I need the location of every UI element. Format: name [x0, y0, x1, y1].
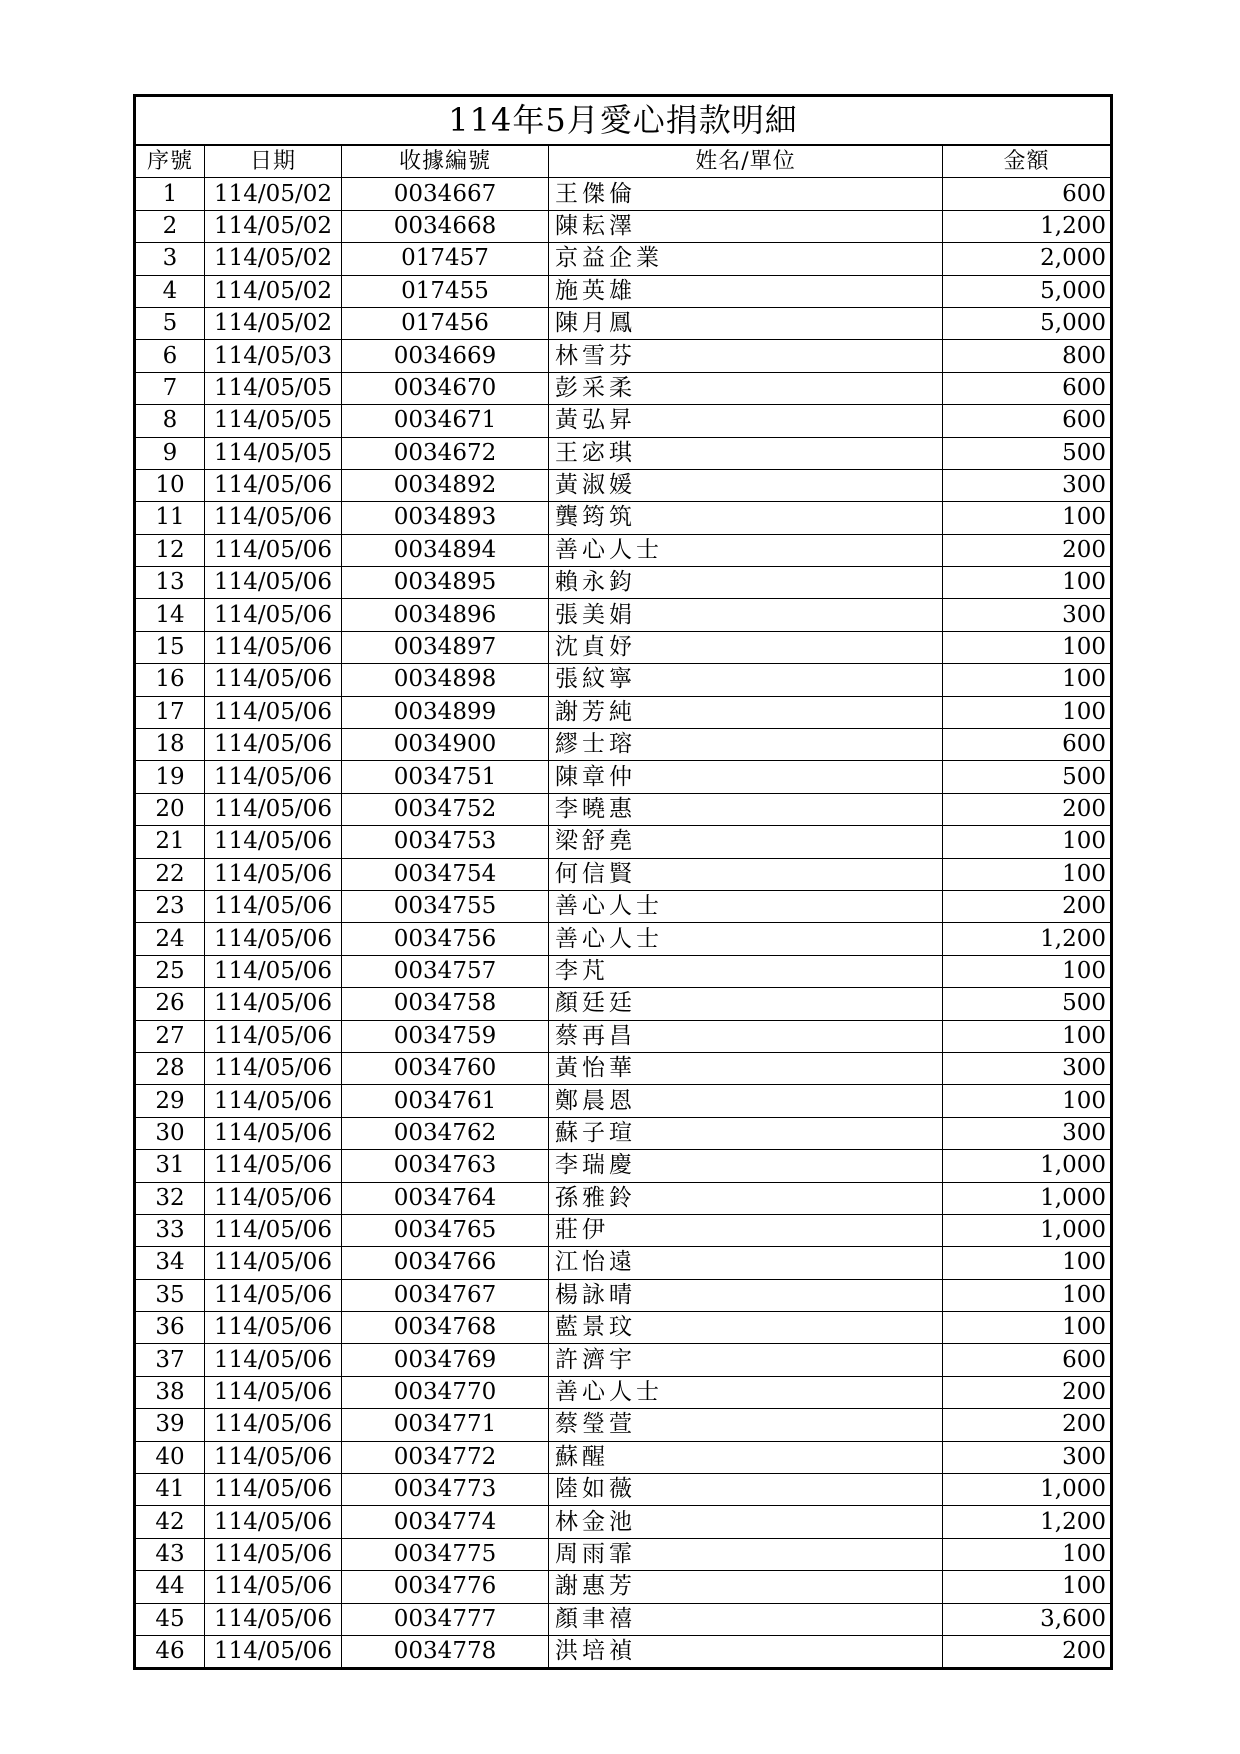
- row-donor-name: 陳耘澤: [549, 210, 943, 242]
- row-amount: 200: [943, 1376, 1112, 1408]
- table-row: [135, 1409, 1112, 1441]
- row-receipt-number: 0034764: [342, 1182, 549, 1214]
- table-row: [135, 1247, 1112, 1279]
- row-donor-name: 王傑倫: [549, 178, 943, 210]
- row-amount: 200: [943, 793, 1112, 825]
- row-date: 114/05/06: [205, 696, 342, 728]
- row-donor-name: 賴永鈞: [549, 567, 943, 599]
- row-seq: 23: [135, 890, 205, 922]
- row-seq: 12: [135, 534, 205, 566]
- row-receipt-number: 0034671: [342, 405, 549, 437]
- row-amount: 300: [943, 469, 1112, 501]
- table-row: [135, 890, 1112, 922]
- row-receipt-number: 0034760: [342, 1052, 549, 1084]
- row-seq: 37: [135, 1344, 205, 1376]
- row-amount: 100: [943, 1020, 1112, 1052]
- row-seq: 11: [135, 502, 205, 534]
- row-date: 114/05/06: [205, 1344, 342, 1376]
- table-row: [135, 437, 1112, 469]
- row-seq: 45: [135, 1603, 205, 1635]
- row-seq: 41: [135, 1474, 205, 1506]
- row-seq: 21: [135, 826, 205, 858]
- row-amount: 1,000: [943, 1182, 1112, 1214]
- row-donor-name: 善心人士: [549, 890, 943, 922]
- row-date: 114/05/06: [205, 1279, 342, 1311]
- row-receipt-number: 0034766: [342, 1247, 549, 1279]
- column-header-seq: 序號: [135, 145, 205, 178]
- row-receipt-number: 0034762: [342, 1117, 549, 1149]
- table-row: [135, 664, 1112, 696]
- row-date: 114/05/06: [205, 1020, 342, 1052]
- row-receipt-number: 0034755: [342, 890, 549, 922]
- row-donor-name: 李瑞慶: [549, 1150, 943, 1182]
- row-donor-name: 張紋寧: [549, 664, 943, 696]
- table-row: [135, 1376, 1112, 1408]
- row-seq: 24: [135, 923, 205, 955]
- row-donor-name: 張美娟: [549, 599, 943, 631]
- row-amount: 100: [943, 567, 1112, 599]
- row-receipt-number: 0034672: [342, 437, 549, 469]
- row-amount: 300: [943, 1117, 1112, 1149]
- row-receipt-number: 0034753: [342, 826, 549, 858]
- table-row: [135, 729, 1112, 761]
- row-date: 114/05/06: [205, 1603, 342, 1635]
- row-amount: 1,200: [943, 923, 1112, 955]
- table-row: [135, 631, 1112, 663]
- row-seq: 13: [135, 567, 205, 599]
- row-donor-name: 蘇醒: [549, 1441, 943, 1473]
- table-row: [135, 826, 1112, 858]
- row-receipt-number: 0034754: [342, 858, 549, 890]
- donation-table: [133, 94, 1113, 1670]
- row-donor-name: 莊伊: [549, 1214, 943, 1246]
- table-row: [135, 1506, 1112, 1538]
- row-donor-name: 楊詠晴: [549, 1279, 943, 1311]
- table-row: [135, 955, 1112, 987]
- row-date: 114/05/06: [205, 469, 342, 501]
- column-header-name: 姓名/單位: [549, 145, 943, 178]
- row-receipt-number: 0034768: [342, 1312, 549, 1344]
- row-receipt-number: 0034894: [342, 534, 549, 566]
- row-date: 114/05/06: [205, 729, 342, 761]
- table-row: [135, 243, 1112, 275]
- row-seq: 2: [135, 210, 205, 242]
- row-amount: 1,200: [943, 1506, 1112, 1538]
- row-amount: 600: [943, 1344, 1112, 1376]
- row-donor-name: 善心人士: [549, 923, 943, 955]
- row-donor-name: 林雪芬: [549, 340, 943, 372]
- row-donor-name: 沈貞妤: [549, 631, 943, 663]
- table-row: [135, 988, 1112, 1020]
- row-amount: 100: [943, 1279, 1112, 1311]
- row-seq: 6: [135, 340, 205, 372]
- row-date: 114/05/06: [205, 988, 342, 1020]
- row-receipt-number: 0034776: [342, 1571, 549, 1603]
- row-donor-name: 黃淑媛: [549, 469, 943, 501]
- table-row: [135, 1117, 1112, 1149]
- row-date: 114/05/06: [205, 1150, 342, 1182]
- row-seq: 46: [135, 1635, 205, 1668]
- row-amount: 600: [943, 178, 1112, 210]
- row-seq: 18: [135, 729, 205, 761]
- row-amount: 1,000: [943, 1474, 1112, 1506]
- row-donor-name: 謝芳純: [549, 696, 943, 728]
- row-donor-name: 善心人士: [549, 1376, 943, 1408]
- row-seq: 8: [135, 405, 205, 437]
- row-seq: 20: [135, 793, 205, 825]
- row-date: 114/05/05: [205, 437, 342, 469]
- row-amount: 100: [943, 696, 1112, 728]
- row-date: 114/05/06: [205, 1474, 342, 1506]
- table-row: [135, 275, 1112, 307]
- row-date: 114/05/03: [205, 340, 342, 372]
- row-date: 114/05/02: [205, 178, 342, 210]
- row-donor-name: 蘇子瑄: [549, 1117, 943, 1149]
- row-receipt-number: 017455: [342, 275, 549, 307]
- row-date: 114/05/06: [205, 1571, 342, 1603]
- row-donor-name: 許濟宇: [549, 1344, 943, 1376]
- table-row: [135, 567, 1112, 599]
- row-seq: 32: [135, 1182, 205, 1214]
- row-amount: 300: [943, 1441, 1112, 1473]
- table-row: [135, 1214, 1112, 1246]
- row-date: 114/05/06: [205, 923, 342, 955]
- row-donor-name: 謝惠芳: [549, 1571, 943, 1603]
- row-seq: 36: [135, 1312, 205, 1344]
- row-date: 114/05/06: [205, 631, 342, 663]
- row-amount: 500: [943, 437, 1112, 469]
- row-date: 114/05/06: [205, 826, 342, 858]
- row-amount: 2,000: [943, 243, 1112, 275]
- row-receipt-number: 0034900: [342, 729, 549, 761]
- row-donor-name: 顏聿禧: [549, 1603, 943, 1635]
- row-donor-name: 陸如薇: [549, 1474, 943, 1506]
- table-row: [135, 858, 1112, 890]
- row-seq: 22: [135, 858, 205, 890]
- table-row: [135, 1441, 1112, 1473]
- row-donor-name: 龔筠筑: [549, 502, 943, 534]
- row-receipt-number: 0034898: [342, 664, 549, 696]
- table-row: [135, 372, 1112, 404]
- row-receipt-number: 0034667: [342, 178, 549, 210]
- row-receipt-number: 0034761: [342, 1085, 549, 1117]
- row-donor-name: 周雨霏: [549, 1538, 943, 1570]
- row-seq: 44: [135, 1571, 205, 1603]
- row-amount: 100: [943, 1085, 1112, 1117]
- row-donor-name: 藍景玟: [549, 1312, 943, 1344]
- row-date: 114/05/06: [205, 534, 342, 566]
- row-receipt-number: 0034896: [342, 599, 549, 631]
- row-amount: 100: [943, 1312, 1112, 1344]
- row-amount: 600: [943, 729, 1112, 761]
- row-date: 114/05/06: [205, 1635, 342, 1668]
- row-date: 114/05/06: [205, 567, 342, 599]
- row-seq: 10: [135, 469, 205, 501]
- row-receipt-number: 0034756: [342, 923, 549, 955]
- row-amount: 100: [943, 1571, 1112, 1603]
- row-amount: 600: [943, 372, 1112, 404]
- table-row: [135, 178, 1112, 210]
- row-date: 114/05/02: [205, 210, 342, 242]
- row-donor-name: 梁舒堯: [549, 826, 943, 858]
- row-receipt-number: 0034670: [342, 372, 549, 404]
- row-seq: 38: [135, 1376, 205, 1408]
- row-receipt-number: 0034751: [342, 761, 549, 793]
- row-receipt-number: 0034668: [342, 210, 549, 242]
- row-donor-name: 善心人士: [549, 534, 943, 566]
- row-seq: 9: [135, 437, 205, 469]
- row-amount: 100: [943, 631, 1112, 663]
- row-receipt-number: 0034772: [342, 1441, 549, 1473]
- row-amount: 100: [943, 502, 1112, 534]
- row-amount: 600: [943, 405, 1112, 437]
- row-date: 114/05/06: [205, 858, 342, 890]
- table-row: [135, 696, 1112, 728]
- row-receipt-number: 0034765: [342, 1214, 549, 1246]
- row-date: 114/05/06: [205, 890, 342, 922]
- row-seq: 33: [135, 1214, 205, 1246]
- row-donor-name: 何信賢: [549, 858, 943, 890]
- row-donor-name: 彭采柔: [549, 372, 943, 404]
- row-seq: 3: [135, 243, 205, 275]
- row-amount: 1,000: [943, 1214, 1112, 1246]
- row-donor-name: 陳月鳳: [549, 307, 943, 339]
- table-row: [135, 1182, 1112, 1214]
- row-donor-name: 黃弘昇: [549, 405, 943, 437]
- row-date: 114/05/06: [205, 1538, 342, 1570]
- row-donor-name: 蔡瑩萱: [549, 1409, 943, 1441]
- row-seq: 43: [135, 1538, 205, 1570]
- row-seq: 40: [135, 1441, 205, 1473]
- row-amount: 5,000: [943, 307, 1112, 339]
- table-row: [135, 534, 1112, 566]
- row-amount: 1,200: [943, 210, 1112, 242]
- row-seq: 30: [135, 1117, 205, 1149]
- row-donor-name: 蔡再昌: [549, 1020, 943, 1052]
- row-receipt-number: 0034758: [342, 988, 549, 1020]
- row-date: 114/05/06: [205, 1117, 342, 1149]
- row-donor-name: 陳章仲: [549, 761, 943, 793]
- row-seq: 7: [135, 372, 205, 404]
- row-date: 114/05/06: [205, 1506, 342, 1538]
- row-donor-name: 黃怡華: [549, 1052, 943, 1084]
- row-receipt-number: 0034897: [342, 631, 549, 663]
- row-date: 114/05/06: [205, 1247, 342, 1279]
- row-donor-name: 林金池: [549, 1506, 943, 1538]
- column-header-date: 日期: [205, 145, 342, 178]
- row-seq: 14: [135, 599, 205, 631]
- row-date: 114/05/02: [205, 275, 342, 307]
- row-donor-name: 京益企業: [549, 243, 943, 275]
- table-row: [135, 502, 1112, 534]
- row-donor-name: 施英雄: [549, 275, 943, 307]
- row-date: 114/05/06: [205, 1052, 342, 1084]
- row-receipt-number: 0034893: [342, 502, 549, 534]
- row-seq: 42: [135, 1506, 205, 1538]
- row-date: 114/05/06: [205, 1409, 342, 1441]
- row-receipt-number: 0034769: [342, 1344, 549, 1376]
- row-date: 114/05/06: [205, 761, 342, 793]
- row-seq: 19: [135, 761, 205, 793]
- row-receipt-number: 0034763: [342, 1150, 549, 1182]
- row-receipt-number: 0034767: [342, 1279, 549, 1311]
- table-row: [135, 1474, 1112, 1506]
- row-receipt-number: 0034899: [342, 696, 549, 728]
- row-date: 114/05/06: [205, 502, 342, 534]
- table-row: [135, 1571, 1112, 1603]
- row-receipt-number: 0034774: [342, 1506, 549, 1538]
- row-amount: 100: [943, 955, 1112, 987]
- row-seq: 16: [135, 664, 205, 696]
- row-donor-name: 鄭晨恩: [549, 1085, 943, 1117]
- row-donor-name: 顏廷廷: [549, 988, 943, 1020]
- row-amount: 300: [943, 1052, 1112, 1084]
- row-seq: 25: [135, 955, 205, 987]
- row-donor-name: 孫雅鈴: [549, 1182, 943, 1214]
- row-amount: 5,000: [943, 275, 1112, 307]
- row-date: 114/05/06: [205, 793, 342, 825]
- row-amount: 500: [943, 761, 1112, 793]
- row-seq: 34: [135, 1247, 205, 1279]
- table-row: [135, 793, 1112, 825]
- row-receipt-number: 0034892: [342, 469, 549, 501]
- row-seq: 28: [135, 1052, 205, 1084]
- row-seq: 27: [135, 1020, 205, 1052]
- table-row: [135, 1279, 1112, 1311]
- table-row: [135, 210, 1112, 242]
- row-seq: 4: [135, 275, 205, 307]
- row-date: 114/05/06: [205, 664, 342, 696]
- table-body: [135, 178, 1112, 1669]
- row-amount: 200: [943, 890, 1112, 922]
- row-amount: 100: [943, 1538, 1112, 1570]
- row-date: 114/05/02: [205, 307, 342, 339]
- column-header-amount: 金額: [943, 145, 1112, 178]
- row-receipt-number: 017456: [342, 307, 549, 339]
- row-amount: 200: [943, 1635, 1112, 1668]
- row-date: 114/05/05: [205, 372, 342, 404]
- row-seq: 26: [135, 988, 205, 1020]
- table-row: [135, 1538, 1112, 1570]
- row-date: 114/05/06: [205, 1085, 342, 1117]
- column-header-receipt: 收據編號: [342, 145, 549, 178]
- table-row: [135, 1312, 1112, 1344]
- row-date: 114/05/06: [205, 1376, 342, 1408]
- row-amount: 500: [943, 988, 1112, 1020]
- table-row: [135, 1150, 1112, 1182]
- row-seq: 35: [135, 1279, 205, 1311]
- row-donor-name: 繆士瑢: [549, 729, 943, 761]
- row-amount: 800: [943, 340, 1112, 372]
- row-amount: 100: [943, 1247, 1112, 1279]
- row-amount: 1,000: [943, 1150, 1112, 1182]
- row-date: 114/05/06: [205, 1441, 342, 1473]
- row-amount: 300: [943, 599, 1112, 631]
- row-receipt-number: 0034752: [342, 793, 549, 825]
- column-header-row: [135, 145, 1112, 178]
- row-date: 114/05/06: [205, 1312, 342, 1344]
- table-row: [135, 923, 1112, 955]
- row-seq: 15: [135, 631, 205, 663]
- row-receipt-number: 0034771: [342, 1409, 549, 1441]
- table-row: [135, 1635, 1112, 1668]
- row-receipt-number: 0034775: [342, 1538, 549, 1570]
- row-donor-name: 洪培禎: [549, 1635, 943, 1668]
- row-amount: 200: [943, 534, 1112, 566]
- row-receipt-number: 0034757: [342, 955, 549, 987]
- table-row: [135, 469, 1112, 501]
- row-date: 114/05/06: [205, 599, 342, 631]
- row-seq: 31: [135, 1150, 205, 1182]
- table-row: [135, 307, 1112, 339]
- table-row: [135, 599, 1112, 631]
- row-receipt-number: 0034773: [342, 1474, 549, 1506]
- row-donor-name: 王宓琪: [549, 437, 943, 469]
- row-date: 114/05/06: [205, 1214, 342, 1246]
- table-row: [135, 1603, 1112, 1635]
- row-donor-name: 江怡遠: [549, 1247, 943, 1279]
- table-row: [135, 340, 1112, 372]
- row-seq: 5: [135, 307, 205, 339]
- row-receipt-number: 0034778: [342, 1635, 549, 1668]
- row-seq: 17: [135, 696, 205, 728]
- row-receipt-number: 0034777: [342, 1603, 549, 1635]
- row-date: 114/05/05: [205, 405, 342, 437]
- document-title: 114年5月愛心捐款明細: [135, 96, 1112, 146]
- row-receipt-number: 017457: [342, 243, 549, 275]
- row-amount: 3,600: [943, 1603, 1112, 1635]
- table-row: [135, 1344, 1112, 1376]
- row-date: 114/05/06: [205, 955, 342, 987]
- table-row: [135, 1052, 1112, 1084]
- row-seq: 39: [135, 1409, 205, 1441]
- row-amount: 100: [943, 664, 1112, 696]
- table-row: [135, 405, 1112, 437]
- row-receipt-number: 0034770: [342, 1376, 549, 1408]
- row-amount: 200: [943, 1409, 1112, 1441]
- row-donor-name: 李芃: [549, 955, 943, 987]
- row-amount: 100: [943, 858, 1112, 890]
- row-seq: 29: [135, 1085, 205, 1117]
- row-receipt-number: 0034895: [342, 567, 549, 599]
- row-date: 114/05/06: [205, 1182, 342, 1214]
- table-row: [135, 761, 1112, 793]
- row-amount: 100: [943, 826, 1112, 858]
- table-row: [135, 1085, 1112, 1117]
- table-row: [135, 1020, 1112, 1052]
- row-receipt-number: 0034669: [342, 340, 549, 372]
- row-donor-name: 李曉惠: [549, 793, 943, 825]
- row-date: 114/05/02: [205, 243, 342, 275]
- row-seq: 1: [135, 178, 205, 210]
- row-receipt-number: 0034759: [342, 1020, 549, 1052]
